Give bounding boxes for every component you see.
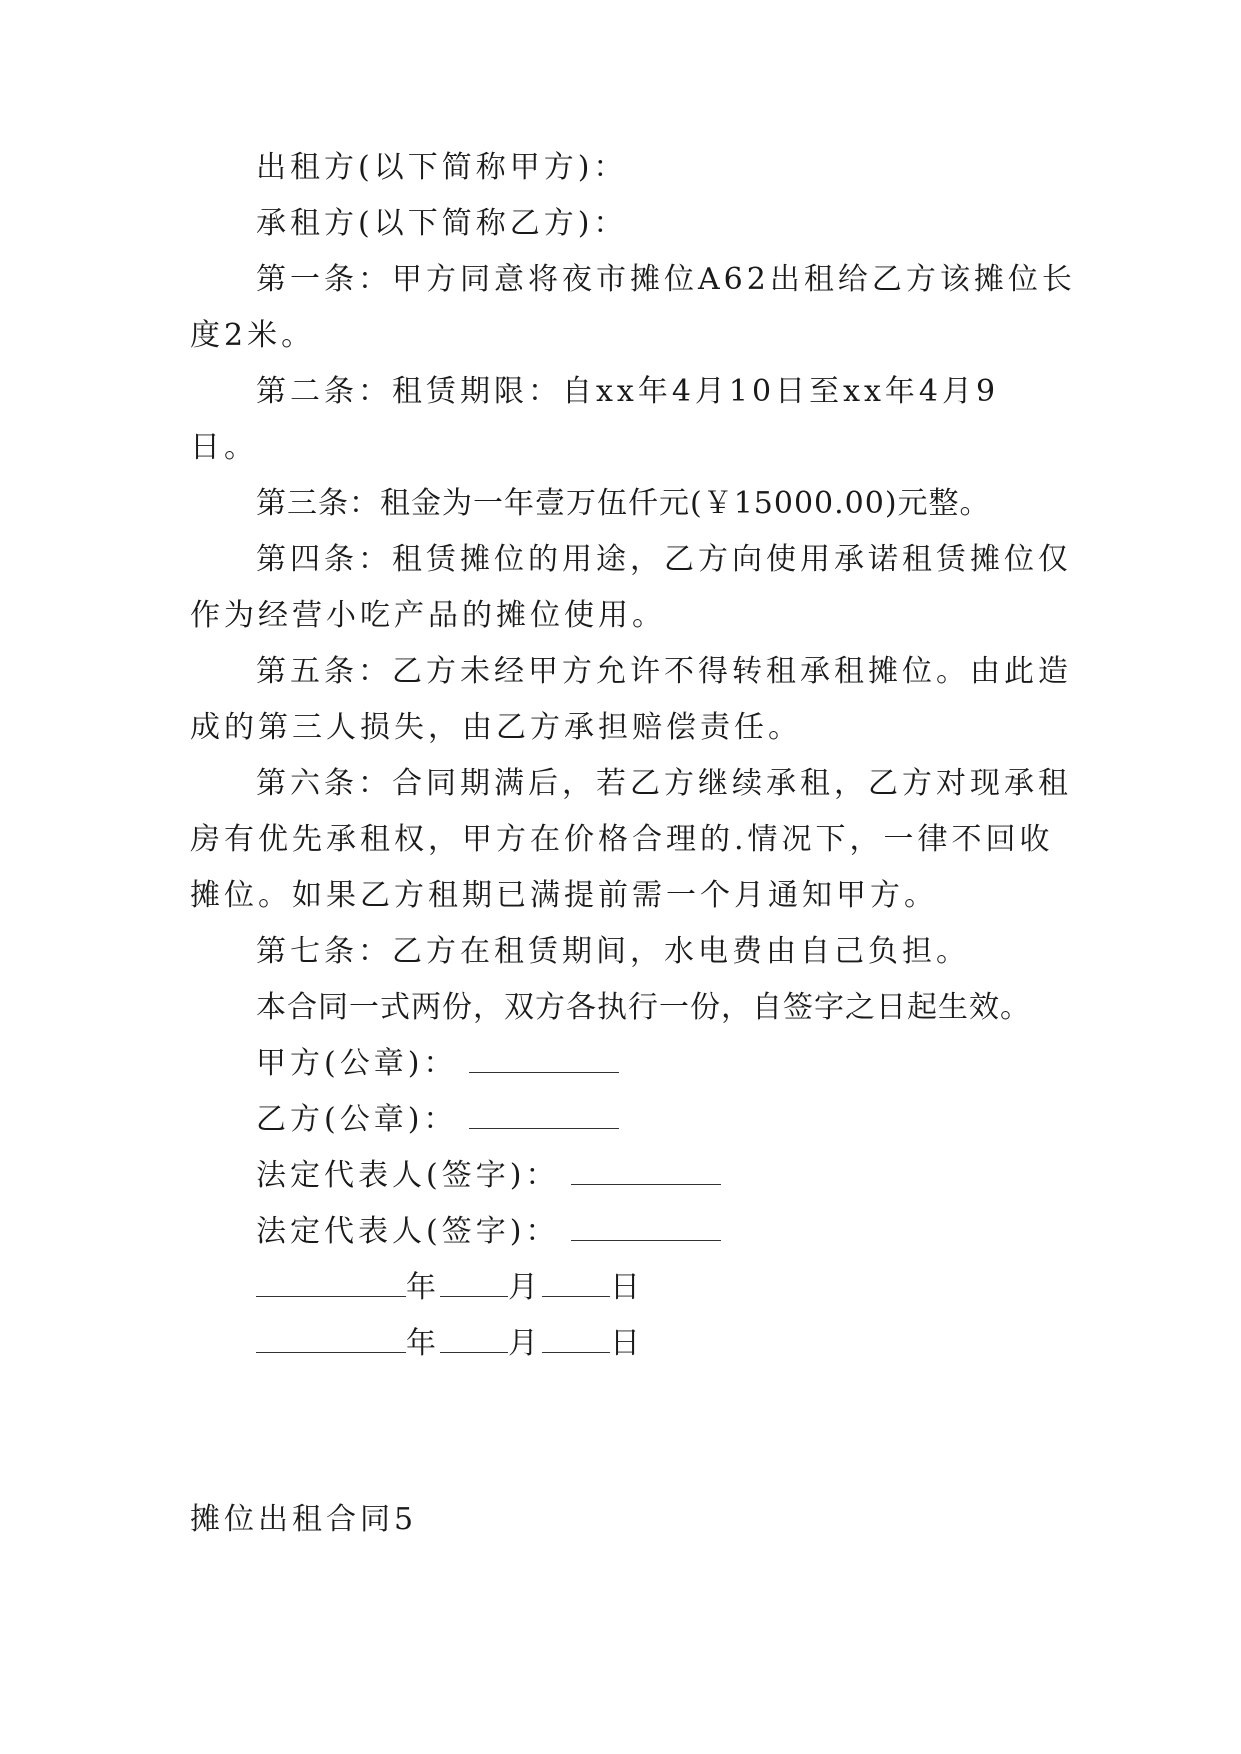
closing-line: 本合同一式两份，双方各执行一份，自签字之日起生效。 xyxy=(256,990,1031,1025)
date-row-2 xyxy=(256,1324,1126,1364)
date-2-day-blank xyxy=(542,1326,610,1353)
article-4-line-1: 第四条：租赁摊位的用途，乙方向使用承诺租赁摊位仅 xyxy=(256,542,1072,577)
article-5-line-2: 成的第三人损失，由乙方承担赔偿责任。 xyxy=(190,710,802,745)
date-1-month-blank xyxy=(440,1270,508,1297)
article-5-line-1: 第五条：乙方未经甲方允许不得转租承租摊位。由此造 xyxy=(256,654,1072,689)
party-b-seal-row xyxy=(256,1100,1126,1140)
party-a-seal-blank xyxy=(469,1046,619,1073)
rep-a-label: 法定代表人(签字)： xyxy=(256,1158,560,1193)
article-1-line-2: 度2米。 xyxy=(190,318,316,353)
article-6-line-1: 第六条：合同期满后，若乙方继续承租，乙方对现承租 xyxy=(256,766,1072,801)
party-a-seal-row xyxy=(256,1044,1126,1084)
rep-a-blank xyxy=(571,1158,721,1185)
date-2-year-blank xyxy=(256,1326,406,1353)
lessor-line: 出租方(以下简称甲方)： xyxy=(256,150,628,185)
rep-b-blank xyxy=(571,1214,721,1241)
party-b-seal-label: 乙方(公章)： xyxy=(256,1102,458,1137)
date-2-day-label: 日 xyxy=(610,1326,644,1361)
date-1-day-blank xyxy=(542,1270,610,1297)
date-2-month-label: 月 xyxy=(508,1326,542,1361)
next-section-title: 摊位出租合同5 xyxy=(190,1502,418,1537)
article-2-line-1: 第二条：租赁期限：自xx年4月10日至xx年4月9 xyxy=(256,374,1000,409)
date-2-month-blank xyxy=(440,1326,508,1353)
article-2-line-2: 日。 xyxy=(190,430,258,465)
article-6-line-2: 房有优先承租权，甲方在价格合理的.情况下，一律不回收 xyxy=(190,822,1054,857)
date-1-month-label: 月 xyxy=(508,1270,542,1305)
party-b-seal-blank xyxy=(469,1102,619,1129)
rep-b-label: 法定代表人(签字)： xyxy=(256,1214,560,1249)
article-3-line: 第三条：租金为一年壹万伍仟元(￥15000.00)元整。 xyxy=(256,486,991,521)
date-1-day-label: 日 xyxy=(610,1270,644,1305)
article-7-line: 第七条：乙方在租赁期间，水电费由自己负担。 xyxy=(256,934,970,969)
rep-a-row xyxy=(256,1156,1126,1196)
rep-b-row xyxy=(256,1212,1126,1252)
party-a-seal-label: 甲方(公章)： xyxy=(256,1046,458,1081)
date-1-year-blank xyxy=(256,1270,406,1297)
article-4-line-2: 作为经营小吃产品的摊位使用。 xyxy=(190,598,666,633)
date-row-1 xyxy=(256,1268,1126,1308)
date-1-year-label: 年 xyxy=(406,1270,440,1305)
date-2-year-label: 年 xyxy=(406,1326,440,1361)
article-6-line-3: 摊位。如果乙方租期已满提前需一个月通知甲方。 xyxy=(190,878,938,913)
article-1-line-1: 第一条：甲方同意将夜市摊位A62出租给乙方该摊位长 xyxy=(256,262,1076,297)
lessee-line: 承租方(以下简称乙方)： xyxy=(256,206,628,241)
